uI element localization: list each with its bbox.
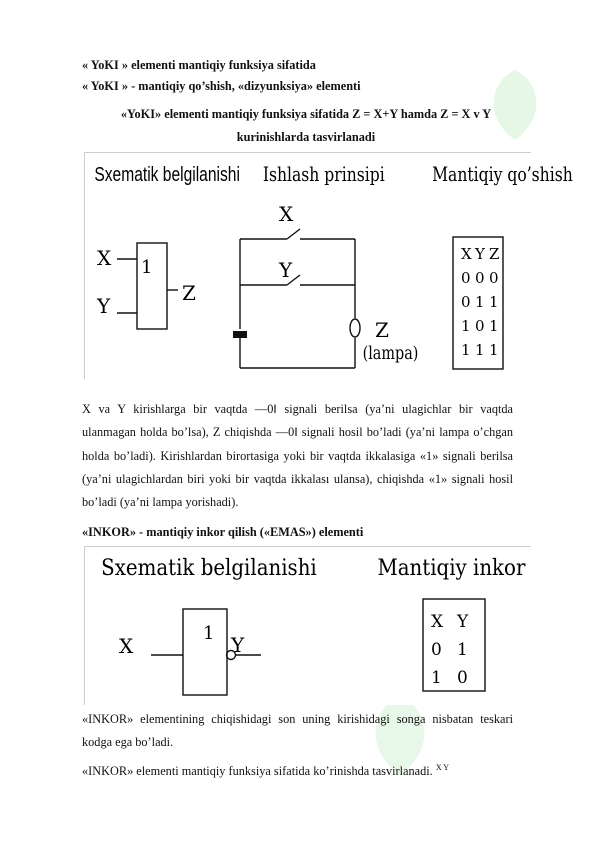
not-table-cell: 1 bbox=[457, 640, 468, 660]
not-table-cell: 1 bbox=[431, 668, 442, 688]
paragraph-inkor-function-text: «INKOR» elementi mantiqiy funksiya sifatida ko’rinishda tasvirlanadi. bbox=[82, 764, 433, 779]
or-table-cell: 0 bbox=[461, 293, 471, 311]
not-gate-figure bbox=[84, 546, 531, 705]
or-table-header-cell: Z bbox=[489, 245, 500, 263]
or-table-cell: 1 bbox=[489, 341, 499, 359]
not-table-cell: 0 bbox=[431, 640, 442, 660]
or-table-cell: 0 bbox=[461, 269, 471, 287]
not-output-y: Y bbox=[231, 633, 245, 657]
lamp-z-label: Z bbox=[375, 318, 389, 342]
paragraph-inkor-description: «INKOR» elementining chiqishidagi son uning kirishidagi songa nisbatan teskari kodga ega bo’ladi. bbox=[82, 712, 513, 750]
or-table-cell: 1 bbox=[489, 317, 499, 335]
heading-inkor: «INKOR» - mantiqiy inkor qilish («EMAS») elementi bbox=[82, 525, 364, 539]
or-table-header-cell: X bbox=[461, 245, 472, 263]
not-gate-box bbox=[183, 609, 227, 695]
not-input-x: X bbox=[119, 634, 134, 658]
battery-icon bbox=[233, 331, 247, 338]
not-table-cell: 0 bbox=[457, 668, 468, 688]
switch-y-label: Y bbox=[279, 258, 293, 282]
not-table-header-cell: X bbox=[431, 612, 444, 632]
or-table-cell: 1 bbox=[461, 341, 471, 359]
or-input-y: Y bbox=[97, 294, 111, 318]
switch-x-label: X bbox=[279, 202, 294, 226]
paragraph-inkor-function bbox=[82, 756, 513, 783]
or-output-z: Z bbox=[182, 281, 196, 305]
lamp-sub-label: (lampa) bbox=[362, 342, 419, 364]
or-table-cell: 0 bbox=[475, 317, 485, 335]
not-gate-label: 1 bbox=[203, 623, 215, 644]
title-line-1: « YoKI » elementi mantiqiy funksiya sifatida bbox=[82, 58, 316, 72]
paragraph-or-description: X va Y kirishlarga bir vaqtda ―0‖ signali berilsa (ya’ni ulagichlar bir vaqtda ulanmagan holda bo’lsa), Z chiqishda ―0‖ signali hosil bo’ladi (ya’ni lampa o’chgan holda bo’ladi). Kirishlardan birortasiga yoki bir vaqtda ikkalasiga «1» signali berilsa (ya’ni ulagichlardan biri yoki bir vaqtda ikkalası ulansa), chiqishda «1» signali hosil bo’ladi (ya’ni lampa yorishadi). bbox=[82, 402, 513, 510]
or-table-cell: 0 bbox=[489, 269, 499, 287]
or-gate-figure bbox=[84, 152, 573, 379]
or-gate-label: 1 bbox=[141, 257, 153, 278]
or-table-cell: 1 bbox=[489, 293, 499, 311]
or-table-cell: 1 bbox=[475, 341, 485, 359]
or-table-cell: 0 bbox=[475, 269, 485, 287]
or-table-cell: 1 bbox=[461, 317, 471, 335]
or-table-header-cell: Y bbox=[475, 245, 485, 263]
not-table-header-cell: Y bbox=[457, 612, 469, 632]
title-line-3: «YoKI» elementi mantiqiy funksiya sifatida Z = X+Y hamda Z = X v Y bbox=[120, 107, 492, 121]
fig1-col3-label: Mantiqiy qo’shish bbox=[432, 163, 573, 187]
title-line-4: kurinishlarda tasvirlanadi bbox=[236, 130, 376, 144]
fig1-col1-label: Sxematik belgilanishi bbox=[94, 163, 240, 186]
fig2-col1-label: Sxematik belgilanishi bbox=[101, 555, 317, 581]
fig2-col2-label: Mantiqiy inkor bbox=[377, 555, 526, 581]
formula-small: X Y bbox=[435, 763, 450, 772]
title-line-2: « YoKI » - mantiqiy qo’shish, «dizyunksiya» elementi bbox=[82, 79, 361, 93]
or-gate-box bbox=[137, 243, 167, 329]
or-input-x: X bbox=[97, 246, 112, 270]
fig1-col2-label: Ishlash prinsipi bbox=[262, 163, 385, 187]
or-table-cell: 1 bbox=[475, 293, 485, 311]
or-circuit-diagram bbox=[240, 229, 360, 368]
